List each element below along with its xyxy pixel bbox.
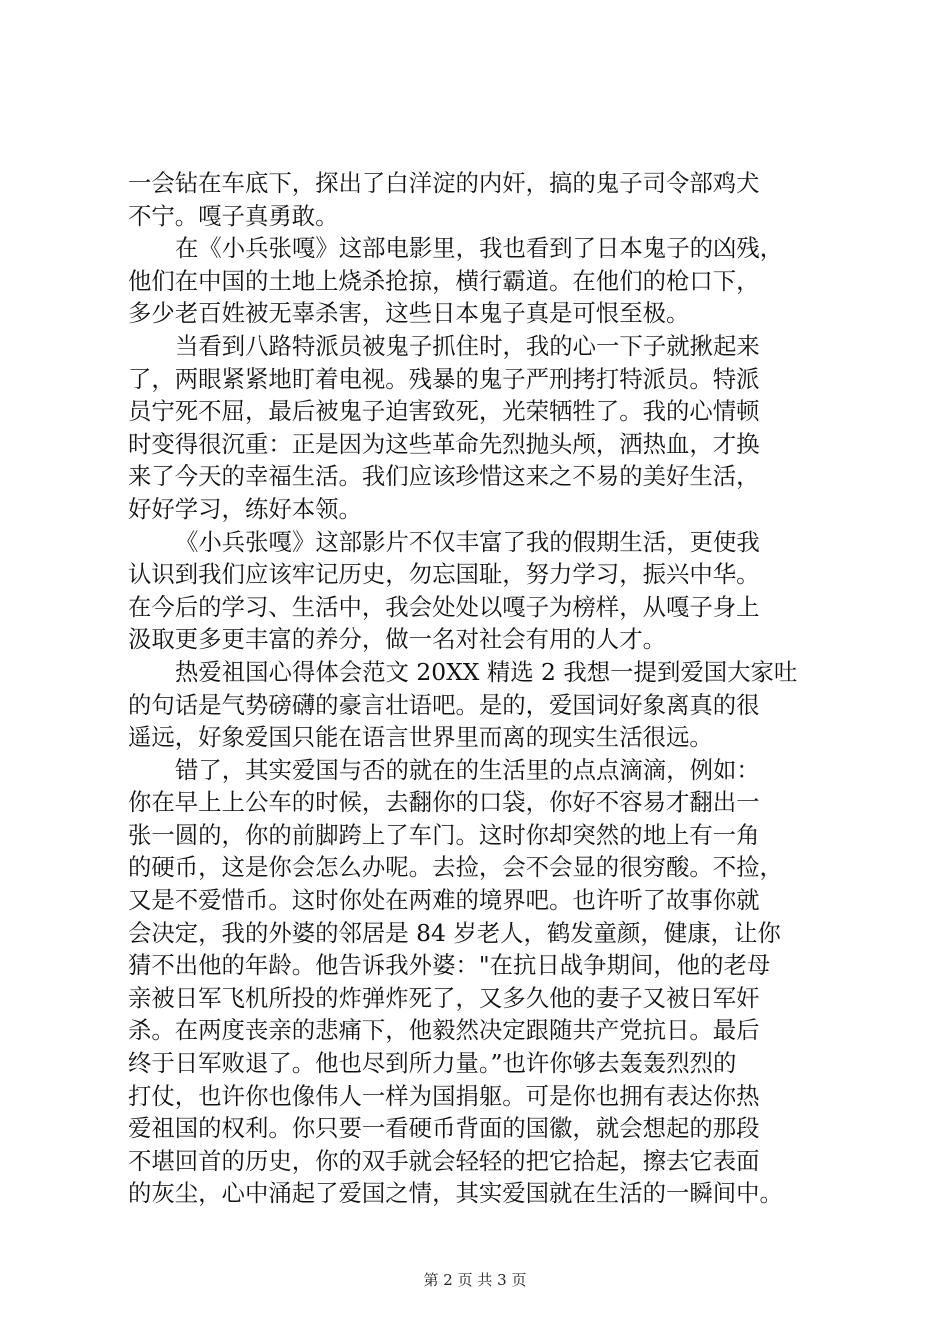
text-line: 的灰尘，心中涌起了爱国之情，其实爱国就在生活的一瞬间中。 [128, 1179, 783, 1208]
paragraph-start-line: 错了，其实爱国与否的就在的生活里的点点滴滴，例如： [175, 755, 760, 784]
page-number-footer: 第 2 页 共 3 页 [423, 1271, 527, 1289]
text-line: 终于日军败退了。他也尽到所力量。”也许你够去轰轰烈烈的 [128, 1049, 737, 1078]
text-line: 了，两眼紧紧地盯着电视。残暴的鬼子严刑拷打特派员。特派 [128, 364, 760, 393]
text-line: 不堪回首的历史，你的双手就会轻轻的把它拾起，擦去它表面 [128, 1146, 760, 1175]
text-line: 杀。在两度丧亲的悲痛下，他毅然决定跟随共产党抗日。最后 [128, 1016, 760, 1045]
text-line: 爱祖国的权利。你只要一看硬币背面的国徽，就会想起的那段 [128, 1114, 760, 1143]
text-line: 会决定，我的外婆的邻居是 84 岁老人，鹤发童颜，健康，让你 [128, 918, 781, 947]
text-line: 打仗，也许你也像伟人一样为国捐躯。可是你也拥有表达你热 [128, 1081, 760, 1110]
text-line: 的句话是气势磅礴的豪言壮语吧。是的，爱国词好象离真的很 [128, 690, 760, 719]
text-line: 不宁。嘎子真勇敢。 [128, 201, 339, 230]
text-line: 又是不爱惜币。这时你处在两难的境界吧。也许听了故事你就 [128, 886, 760, 915]
text-line: 员宁死不屈，最后被鬼子迫害致死，光荣牺牲了。我的心情顿 [128, 397, 760, 426]
document-body [128, 167, 850, 1210]
text-line: 的硬币，这是你会怎么办呢。去捡，会不会显的很穷酸。不捡， [128, 853, 783, 882]
text-line: 亲被日军飞机所投的炸弹炸死了，又多久他的妻子又被日军奸 [128, 983, 760, 1012]
paragraph-start-line: 热爱祖国心得体会范文 20XX 精选 2 我想一提到爱国大家吐 [175, 657, 798, 686]
paragraph-start-line: 当看到八路特派员被鬼子抓住时，我的心一下子就揪起来 [175, 331, 760, 360]
text-line: 多少老百姓被无辜杀害，这些日本鬼子真是可恨至极。 [128, 299, 690, 328]
text-line: 猜不出他的年龄。他告诉我外婆："在抗日战争期间，他的老母 [128, 951, 771, 980]
text-line: 一会钻在车底下，探出了白洋淀的内奸，搞的鬼子司令部鸡犬 [128, 169, 760, 197]
text-line: 在今后的学习、生活中，我会处处以嘎子为榜样，从嘎子身上 [128, 592, 760, 621]
text-line: 遥远，好象爱国只能在语言世界里而离的现实生活很远。 [128, 723, 713, 752]
text-line: 来了今天的幸福生活。我们应该珍惜这来之不易的美好生活， [128, 462, 760, 491]
text-line: 你在早上上公车的时候，去翻你的口袋，你好不容易才翻出一 [128, 788, 760, 817]
paragraph-start-line: 在《小兵张嘎》这部电影里，我也看到了日本鬼子的凶残， [175, 234, 784, 263]
paragraph-start-line: 《小兵张嘎》这部影片不仅丰富了我的假期生活，更使我 [175, 527, 760, 556]
text-line: 张一圆的，你的前脚跨上了车门。这时你却突然的地上有一角 [128, 820, 760, 849]
text-line: 认识到我们应该牢记历史，勿忘国耻，努力学习，振兴中华。 [128, 560, 760, 589]
text-line: 汲取更多更丰富的养分，做一名对社会有用的人才。 [128, 625, 666, 654]
text-line: 他们在中国的土地上烧杀抢掠，横行霸道。在他们的枪口下， [128, 266, 760, 295]
text-line: 时变得很沉重：正是因为这些革命先烈抛头颅，洒热血，才换 [128, 429, 760, 458]
text-line: 好好学习，练好本领。 [128, 494, 362, 523]
